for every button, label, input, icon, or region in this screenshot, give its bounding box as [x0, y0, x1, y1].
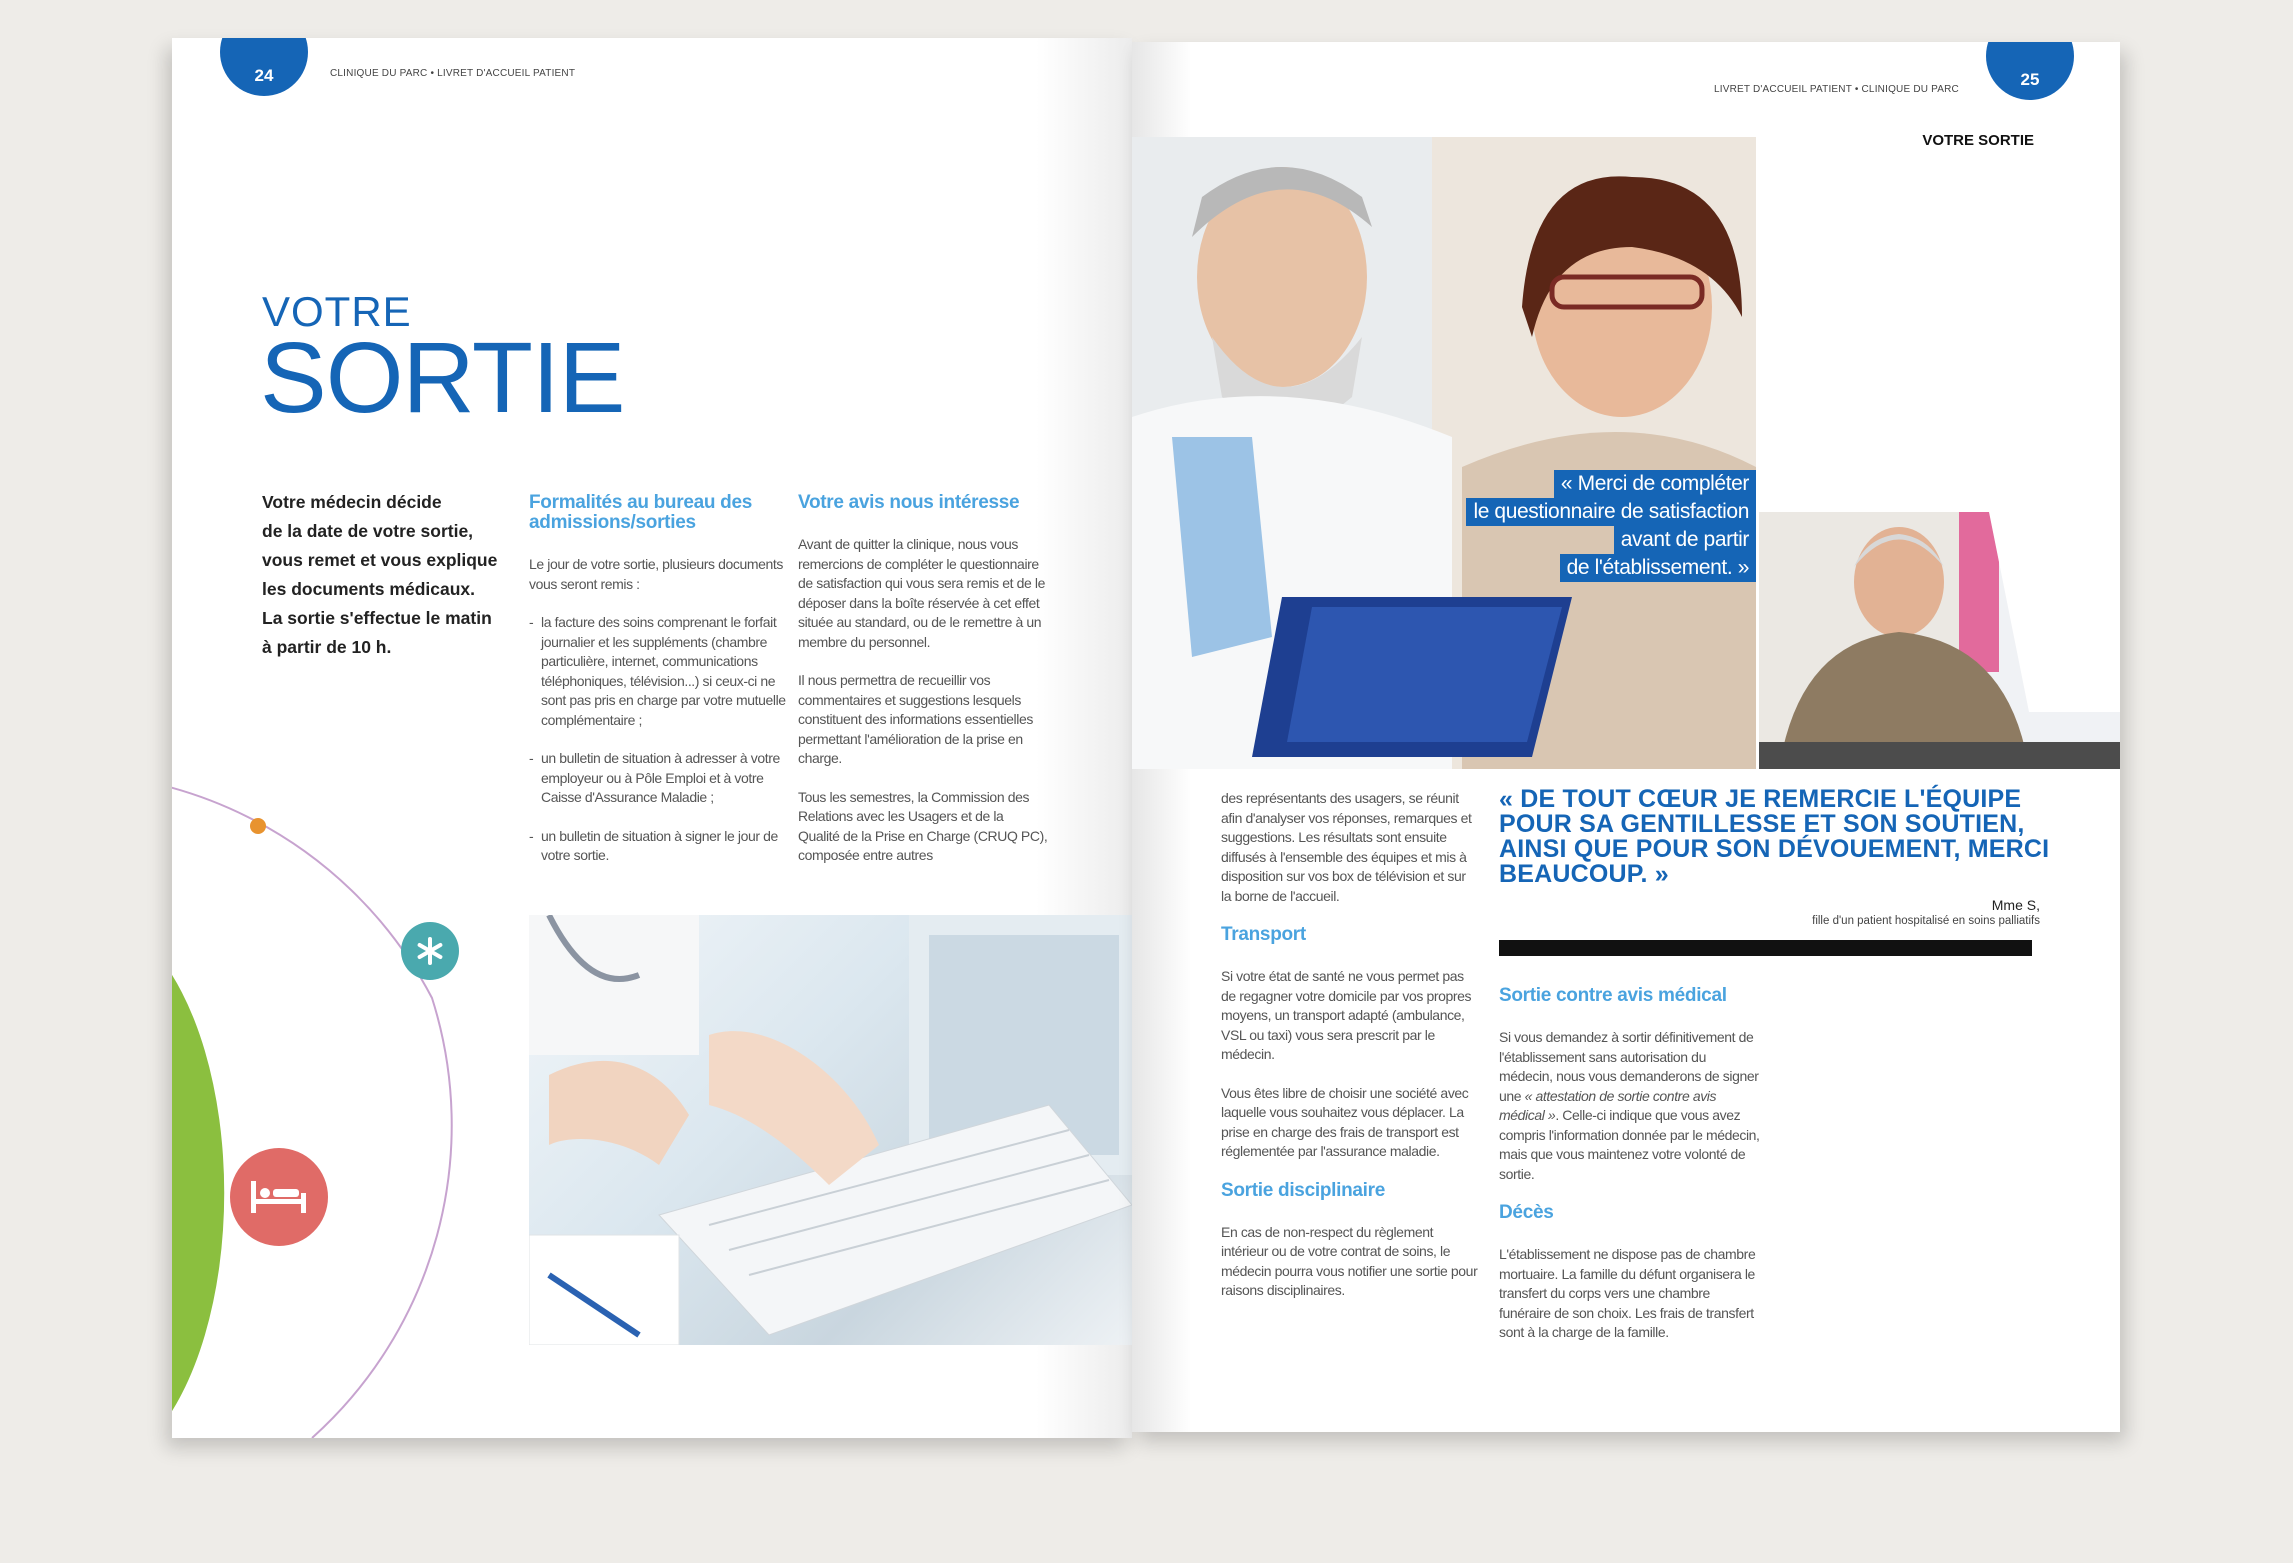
list-item: - un bulletin de situation à adresser à votre employeur ou à Pôle Emploi et à votre Caisse d'Assurance Maladie ; [529, 749, 789, 808]
right-column-2 [1499, 986, 1761, 1362]
formalites-column [529, 493, 789, 885]
photo-quote-line: « Merci de compléter [1554, 470, 1756, 498]
avis-paragraph: Il nous permettra de recueillir vos commentaires et suggestions lesquels constituent des informations essentielles permettant l'amélioration de la prise en charge. [798, 672, 1033, 766]
page-title: SORTIE [260, 322, 625, 434]
medical-cross-icon [401, 922, 459, 980]
author-name: Mme S, [1991, 897, 2040, 913]
avis-paragraph: Tous les semestres, la Commission des Relations avec les Usagers et de la Qualité de la Prise en Charge (CRUQ PC), composée entre autres [798, 788, 1048, 863]
orange-dot [250, 818, 266, 834]
elderly-patient-photo [1759, 512, 2120, 769]
bed-icon [230, 1148, 328, 1246]
testimonial-quote: « DE TOUT CŒUR JE REMERCIE L'ÉQUIPE POUR SA GENTILLESSE ET SON SOUTIEN, AINSI QUE POUR SON DÉVOUEMENT, MERCI BEAUCOUP. » [1499, 785, 2050, 888]
intro-line: les documents médicaux. [262, 579, 475, 599]
avis-paragraph: Avant de quitter la clinique, nous vous remercions de compléter le questionnaire de satisfaction qui vous sera remis et de le déposer dans la boîte réservée à cet effet située au standard, ou de le remettre à un membre du personnel. [798, 536, 1045, 650]
green-shape [172, 948, 224, 1438]
transport-paragraph: Si votre état de santé ne vous permet pas de regagner votre domicile par vos propres moyens, un transport adapté (ambulance, VSL ou taxi) vous sera prescrit par le médecin. [1221, 968, 1472, 1062]
keyboard-photo [529, 915, 1132, 1345]
contre-avis-paragraph [1499, 1028, 1761, 1184]
photo-quote [1466, 470, 1756, 582]
intro-line: de la date de votre sortie, [262, 521, 474, 541]
deces-paragraph: L'établissement ne dispose pas de chambre mortuaire. La famille du défunt organisera le transfert du corps vers une chambre funéraire de son choix. Les frais de transfert sont à la charge de la famille. [1499, 1246, 1756, 1340]
author-detail: fille d'un patient hospitalisé en soins palliatifs [1812, 915, 2040, 927]
page-number-badge [1986, 42, 2074, 100]
running-head: LIVRET D'ACCUEIL PATIENT • CLINIQUE DU PARC [1714, 84, 1959, 95]
disciplinaire-heading: Sortie disciplinaire [1221, 1179, 1385, 1201]
contre-avis-text: Si vous demandez à sortir définitivement de l'établissement sans autorisation du médecin, nous vous demanderons de signer une [1499, 1029, 1759, 1104]
decorative-orbit [172, 738, 512, 1438]
intro-line: La sortie s'effectue le matin [262, 608, 492, 628]
divider-bar [1499, 940, 2032, 956]
deces-heading: Décès [1499, 1202, 1554, 1223]
page-number: 24 [254, 66, 274, 85]
avis-column [798, 493, 1048, 885]
formalites-list [529, 613, 789, 866]
formalites-intro: Le jour de votre sortie, plusieurs documents vous seront remis : [529, 556, 783, 592]
right-column-1 [1221, 789, 1479, 1320]
avis-heading: Votre avis nous intéresse [798, 492, 1020, 513]
intro-line: à partir de 10 h. [262, 637, 392, 657]
list-item: - la facture des soins comprenant le forfait journalier et les suppléments (chambre particulière, internet, communications téléphoniques, télévision...) si ceux-ci ne sont pas pris en charge par votre mutuelle complémentaire ; [529, 613, 789, 730]
photo-quote-line: le questionnaire de satisfaction [1466, 498, 1756, 526]
contre-avis-text: . Celle-ci indique que vous avez compris l'information donnée par le médecin, mais que vous maintenez votre volonté de sortie. [1499, 1107, 1760, 1182]
transport-paragraph: Vous êtes libre de choisir une société avec laquelle vous souhaitez vous déplacer. La prise en charge des frais de transport est réglementée par l'assurance maladie. [1221, 1084, 1469, 1159]
photo-quote-line: avant de partir [1614, 526, 1756, 554]
contre-avis-heading: Sortie contre avis médical [1499, 985, 1727, 1006]
intro-line: Votre médecin décide [262, 492, 442, 512]
contre-avis-italic: « attestation de sortie contre avis médical » [1499, 1087, 1717, 1123]
list-item: - un bulletin de situation à signer le jour de votre sortie. [529, 827, 789, 866]
formalites-heading: Formalités au bureau des admissions/sorties [529, 492, 752, 533]
title-small: VOTRE [262, 288, 412, 335]
page-number-badge [220, 38, 308, 96]
page-number: 25 [2020, 70, 2040, 89]
section-tag: VOTRE SORTIE [1922, 132, 2034, 149]
continuation-paragraph: des représentants des usagers, se réunit afin d'analyser vos réponses, remarques et suggestions. Les résultats sont ensuite diffusés à l'ensemble des équipes et mis à disposition sur vos box de télévision et sur la borne de l'accueil. [1221, 790, 1472, 904]
testimonial-author [1812, 897, 2040, 929]
disciplinaire-paragraph: En cas de non-respect du règlement intérieur ou de votre contrat de soins, le médecin pourra vous notifier une sortie pour raisons disciplinaires. [1221, 1223, 1478, 1298]
intro-text [262, 488, 512, 662]
left-page [172, 38, 1132, 1438]
photo-quote-line: de l'établissement. » [1560, 554, 1756, 582]
running-head: CLINIQUE DU PARC • LIVRET D'ACCUEIL PATIENT [330, 68, 576, 79]
intro-line: vous remet et vous explique [262, 550, 498, 570]
right-page [1132, 42, 2120, 1432]
transport-heading: Transport [1221, 924, 1306, 945]
doctor-patient-photo [1132, 137, 1756, 769]
